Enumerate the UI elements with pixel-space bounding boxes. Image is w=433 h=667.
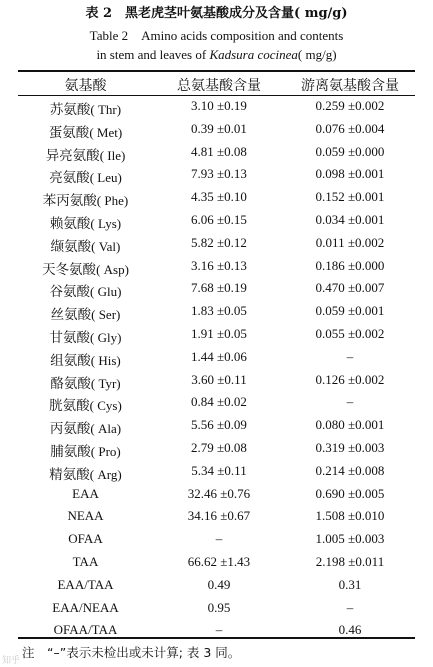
table-row — [18, 164, 415, 187]
table-row — [18, 347, 415, 370]
cell-free: 2.198 ±0.011 — [315, 553, 385, 569]
amino-acid-name: OFAA/TAA — [53, 622, 118, 638]
table-row — [18, 142, 415, 165]
amino-acid-name: 谷氨酸 — [49, 284, 91, 301]
cell-amino-acid — [18, 417, 153, 437]
cell-amino-acid — [18, 144, 153, 164]
cell-free: 0.059 ±0.001 — [315, 303, 385, 319]
table-row — [18, 552, 415, 575]
amino-acid-name: OFAA — [68, 531, 103, 547]
amino-acid-abbr: ( Gly) — [90, 329, 122, 345]
amino-acid-abbr: ( Cys) — [89, 398, 122, 414]
cell-free: 1.508 ±0.010 — [315, 508, 385, 524]
cell-amino-acid — [18, 554, 153, 570]
cell-amino-acid — [18, 486, 153, 502]
cell-total: 4.35 ±0.10 — [191, 189, 247, 205]
cell-free: 0.690 ±0.005 — [315, 485, 385, 501]
table-row — [18, 233, 415, 256]
cell-free: 1.005 ±0.003 — [315, 531, 385, 547]
cell-total: 4.81 ±0.08 — [191, 143, 247, 159]
amino-acid-abbr: ( Met) — [89, 124, 123, 140]
table-row — [18, 256, 415, 279]
cell-amino-acid — [18, 98, 153, 118]
table-note: 注 “–”表示未检出或未计算; 表 3 同。 — [22, 645, 241, 660]
amino-acid-name: 胱氨酸 — [49, 398, 90, 415]
cell-free: – — [346, 348, 354, 364]
amino-acid-abbr: ( Arg) — [89, 466, 122, 482]
amino-acid-abbr: ( Ile) — [99, 147, 126, 163]
table-header — [18, 72, 415, 95]
table-title-en-line2 — [0, 47, 433, 63]
cell-free: 0.46 — [338, 622, 362, 638]
cell-free: 0.059 ±0.000 — [315, 143, 385, 159]
header-amino-acid: 氨基酸 — [64, 78, 107, 94]
cell-amino-acid — [18, 235, 153, 255]
table-row — [18, 392, 415, 415]
cell-total: 0.49 — [207, 576, 231, 592]
cell-total: 0.84 ±0.02 — [191, 394, 247, 410]
cell-free: 0.055 ±0.002 — [315, 325, 385, 341]
amino-acid-name: 丙氨酸 — [49, 421, 91, 438]
amino-acid-name: 苏氨酸 — [49, 102, 91, 118]
cell-amino-acid — [18, 600, 153, 616]
table-row — [18, 529, 415, 552]
cell-total: 7.93 ±0.13 — [191, 166, 247, 182]
cell-total: 5.34 ±0.11 — [191, 462, 247, 478]
header-total: 总氨基酸含量 — [177, 78, 261, 94]
cell-free: 0.098 ±0.001 — [315, 166, 385, 182]
amino-acid-abbr: ( Pro) — [90, 443, 121, 459]
table-body — [18, 96, 415, 643]
amino-acid-abbr: ( Phe) — [96, 193, 129, 209]
amino-acid-name: 亮氨酸 — [49, 170, 90, 187]
amino-acid-name: 组氨酸 — [50, 352, 91, 369]
cell-total: 3.10 ±0.19 — [191, 98, 247, 113]
amino-acid-name: 甘氨酸 — [49, 329, 91, 346]
amino-acid-name: 苯丙氨酸 — [42, 193, 97, 210]
cell-amino-acid — [18, 440, 153, 460]
cell-amino-acid — [18, 212, 153, 232]
cell-total: 6.06 ±0.15 — [191, 211, 247, 227]
cell-amino-acid — [18, 258, 153, 278]
cell-amino-acid — [18, 189, 153, 209]
table-row — [18, 370, 415, 393]
title-en2-species: Kadsura cocinea — [209, 47, 298, 62]
table-row — [18, 96, 415, 119]
cell-free: – — [346, 394, 354, 410]
amino-acid-abbr: ( His) — [90, 352, 121, 368]
cell-total: 2.79 ±0.08 — [191, 439, 247, 455]
cell-total: 5.82 ±0.12 — [191, 234, 247, 250]
table-title-cn: 表 2 黑老虎茎叶氨基酸成分及含量( mg/g) — [85, 6, 348, 21]
cell-amino-acid — [18, 280, 153, 300]
amino-acid-name: TAA — [72, 553, 99, 569]
cell-free: 0.152 ±0.001 — [315, 189, 385, 205]
amino-acid-name: 天冬氨酸 — [42, 261, 97, 278]
amino-acid-name: EAA/TAA — [57, 576, 114, 592]
table-row — [18, 187, 415, 210]
amino-acid-name: NEAA — [67, 508, 104, 524]
amino-acid-abbr: ( Ala) — [90, 421, 122, 437]
cell-amino-acid — [18, 372, 153, 392]
cell-amino-acid — [18, 349, 153, 369]
amino-acid-abbr: ( Tyr) — [90, 375, 121, 391]
cell-free: 0.126 ±0.002 — [315, 371, 385, 387]
cell-amino-acid — [18, 622, 153, 638]
cell-free: 0.214 ±0.008 — [315, 462, 385, 478]
cell-total: 3.60 ±0.11 — [191, 371, 247, 387]
amino-acid-name: 丝氨酸 — [50, 307, 92, 324]
table-row — [18, 575, 415, 598]
cell-amino-acid — [18, 508, 153, 524]
table-row — [18, 119, 415, 142]
cell-total: 5.56 ±0.09 — [191, 417, 247, 433]
table-row — [18, 301, 415, 324]
watermark: 知乎 — [2, 656, 21, 666]
amino-acid-abbr: ( Asp) — [96, 261, 129, 277]
table-row — [18, 598, 415, 621]
cell-free: 0.186 ±0.000 — [315, 257, 385, 273]
header-free: 游离氨基酸含量 — [301, 78, 399, 94]
amino-acid-abbr: ( Leu) — [89, 170, 122, 186]
amino-acid-name: 精氨酸 — [49, 466, 90, 483]
amino-acid-name: EAA — [72, 485, 99, 501]
cell-free: 0.319 ±0.003 — [315, 439, 385, 455]
cell-amino-acid — [18, 577, 153, 593]
cell-free: 0.259 ±0.002 — [315, 98, 385, 113]
cell-total: – — [215, 531, 223, 547]
cell-total: 0.39 ±0.01 — [191, 120, 247, 136]
amino-acid-abbr: ( Ser) — [91, 307, 121, 323]
table-row — [18, 324, 415, 347]
cell-free: 0.31 — [338, 576, 362, 592]
amino-acid-abbr: ( Val) — [91, 238, 121, 254]
table-title-en-line1: Table 2 Amino acids composition and contents — [89, 28, 344, 43]
table-row — [18, 278, 415, 301]
amino-acid-abbr: ( Lys) — [90, 215, 122, 231]
title-en2-prefix: in stem and leaves of — [96, 47, 210, 62]
table-row — [18, 210, 415, 233]
amino-acid-name: 异亮氨酸 — [45, 147, 100, 164]
cell-total: 7.68 ±0.19 — [191, 280, 247, 296]
cell-free: – — [346, 599, 354, 615]
amino-acid-name: 脯氨酸 — [50, 443, 91, 460]
amino-acid-abbr: ( Thr) — [90, 102, 122, 117]
table-row — [18, 620, 415, 643]
cell-free: 0.076 ±0.004 — [315, 120, 385, 136]
cell-amino-acid — [18, 394, 153, 414]
table-row — [18, 506, 415, 529]
cell-total: 0.95 — [207, 599, 231, 615]
amino-acid-name: 缬氨酸 — [50, 238, 92, 255]
cell-free: 0.011 ±0.002 — [315, 234, 385, 250]
cell-free: 0.080 ±0.001 — [315, 417, 385, 433]
cell-amino-acid — [18, 121, 153, 141]
cell-total: 32.46 ±0.76 — [187, 485, 251, 501]
cell-total: 34.16 ±0.67 — [187, 508, 251, 524]
cell-total: 1.44 ±0.06 — [191, 348, 247, 364]
cell-amino-acid — [18, 166, 153, 186]
cell-amino-acid — [18, 326, 153, 346]
cell-total: 3.16 ±0.13 — [191, 257, 247, 273]
cell-total: 1.91 ±0.05 — [191, 325, 247, 341]
cell-free: 0.470 ±0.007 — [315, 280, 385, 296]
title-en2-suffix: ( mg/g) — [297, 47, 337, 62]
table-row — [18, 484, 415, 507]
cell-amino-acid — [18, 303, 153, 323]
cell-total: 66.62 ±1.43 — [187, 553, 251, 569]
cell-amino-acid — [18, 463, 153, 483]
amino-acid-abbr: ( Glu) — [90, 284, 122, 300]
cell-amino-acid — [18, 531, 153, 547]
table-row — [18, 415, 415, 438]
cell-free: 0.034 ±0.001 — [315, 211, 385, 227]
table-row — [18, 461, 415, 484]
cell-total: – — [215, 622, 223, 638]
table-row — [18, 438, 415, 461]
amino-acid-name: EAA/NEAA — [52, 599, 119, 615]
bottom-rule — [18, 637, 415, 639]
amino-acid-name: 酪氨酸 — [50, 375, 91, 392]
amino-acid-name: 蛋氨酸 — [48, 124, 90, 141]
cell-total: 1.83 ±0.05 — [191, 303, 247, 319]
amino-acid-name: 赖氨酸 — [49, 215, 91, 232]
